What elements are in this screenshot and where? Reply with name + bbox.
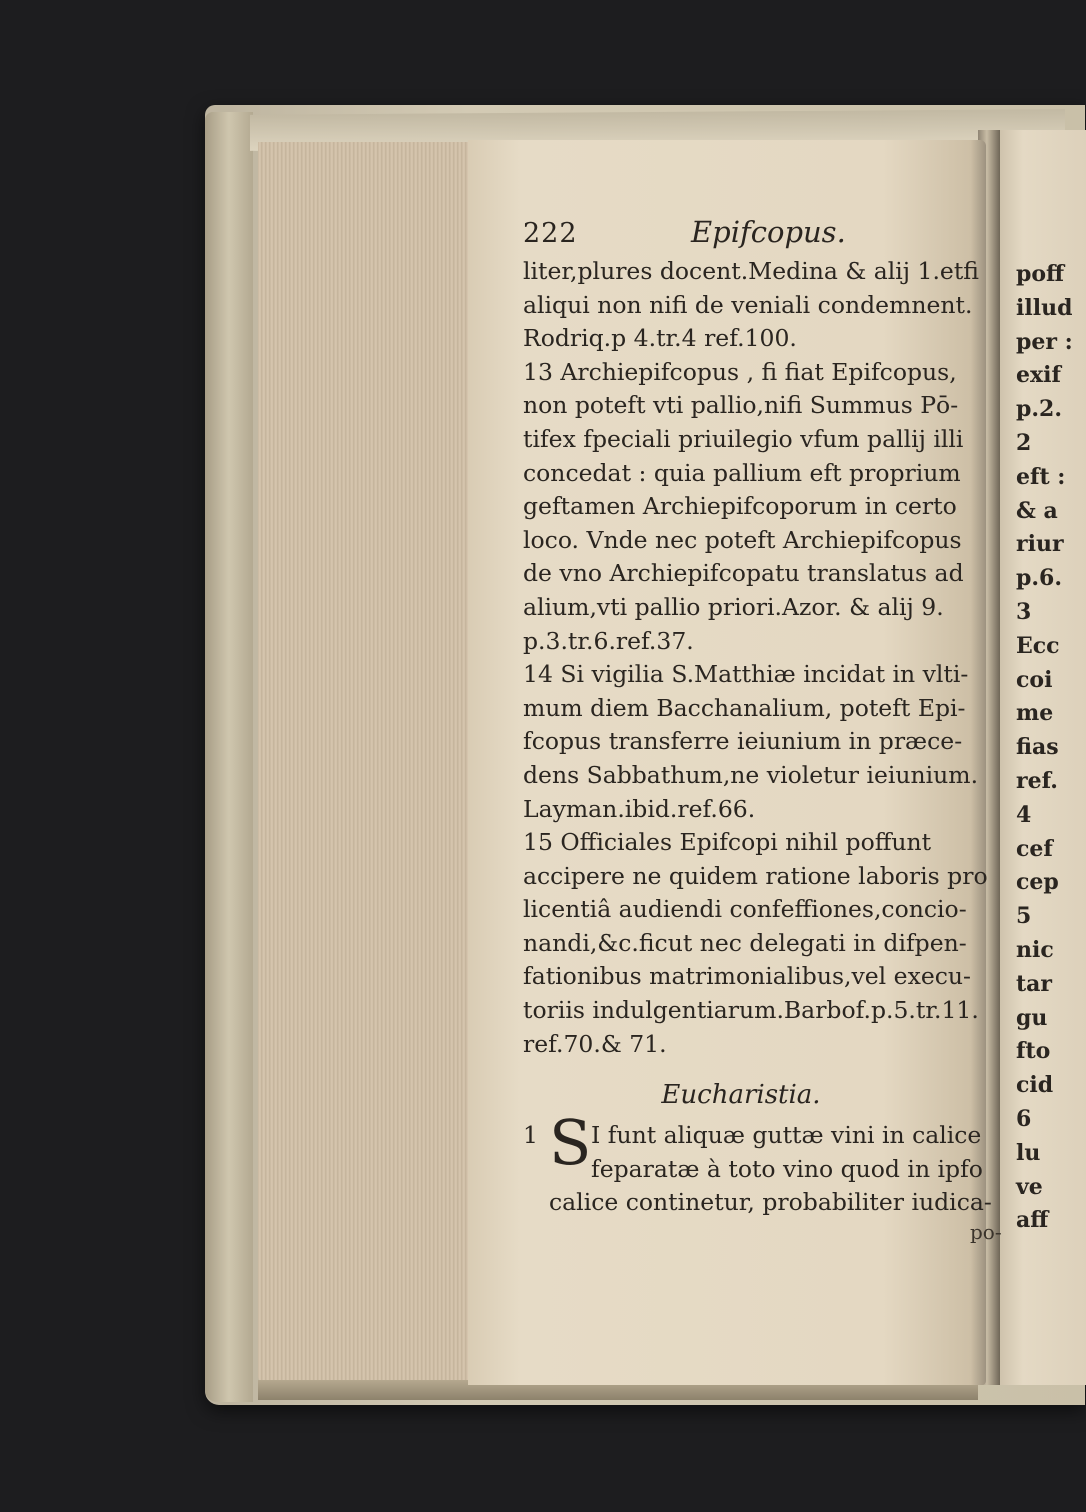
text-line: p.3.tr.6.ref.37. — [523, 626, 694, 655]
text-line: fationibus matrimonialibus,vel execu- — [523, 962, 971, 991]
facing-page-line: gu — [1016, 1004, 1048, 1031]
page-header — [523, 215, 989, 255]
facing-page-line: cid — [1016, 1072, 1054, 1099]
text-line: fcopus transferre ieiunium in præce- — [523, 727, 963, 756]
section-heading: Eucharistia. — [661, 1080, 821, 1111]
text-line: nandi,&c.ficut nec delegati in difpen- — [523, 928, 967, 957]
text-line: aliqui non nifi de veniali condemnent. — [523, 290, 973, 319]
text-line: I funt aliquæ guttæ vini in calice — [591, 1121, 982, 1150]
page-text — [523, 215, 992, 1255]
text-line: tifex fpeciali priuilegio vfum pallij illi — [523, 424, 964, 453]
facing-page-line: 3 — [1016, 598, 1032, 625]
facing-page-line: illud — [1016, 294, 1073, 321]
facing-page-line: 2 — [1016, 429, 1032, 456]
facing-page-line: Ecc — [1016, 632, 1060, 659]
text-line: feparatæ à toto vino quod in ipfo — [591, 1154, 983, 1183]
page-number: 222 — [523, 218, 578, 249]
facing-page-line: eft : — [1016, 463, 1066, 490]
text-line: 15 Officiales Epifcopi nihil poffunt — [523, 828, 932, 857]
facing-page-line: p.6. — [1016, 565, 1063, 592]
drop-cap-lines — [591, 1119, 989, 1186]
facing-page-line: 5 — [1016, 903, 1032, 930]
facing-page-line: cef — [1016, 835, 1053, 862]
page-edges-block — [258, 142, 473, 1382]
text-line: dens Sabbathum,ne violetur ieiunium. — [523, 760, 979, 789]
facing-page-line: me — [1016, 700, 1054, 727]
facing-page-text — [1016, 258, 1076, 1238]
text-line: Layman.ibid.ref.66. — [523, 794, 756, 823]
text-line: loco. Vnde nec poteft Archiepifcopus — [523, 525, 962, 554]
paragraph-number: 1 — [523, 1121, 538, 1150]
section-first-paragraph — [523, 1106, 989, 1186]
text-line: ref.70.& 71. — [523, 1029, 667, 1058]
book-spine — [205, 112, 253, 1402]
facing-page-line: nic — [1016, 936, 1054, 963]
text-line: toriis indulgentiarum.Barbof.p.5.tr.11. — [523, 996, 979, 1025]
text-line: non poteft vti pallio,nifi Summus Pō- — [523, 391, 959, 420]
text-line: geftamen Archiepifcoporum in certo — [523, 492, 957, 521]
text-line: concedat : quia pallium eft proprium — [523, 458, 961, 487]
text-line: alium,vti pallio priori.Azor. & alij 9. — [523, 592, 944, 621]
facing-page-line: lu — [1016, 1139, 1041, 1166]
drop-cap: S — [549, 1106, 592, 1180]
text-line: liter,plures docent.Medina & alij 1.etfi — [523, 257, 979, 285]
catchword: po- — [970, 1220, 1002, 1244]
text-line: Rodriq.p 4.tr.4 ref.100. — [523, 324, 797, 353]
facing-page-line: ref. — [1016, 767, 1058, 794]
text-line: calice continetur, probabiliter iudica- — [549, 1188, 992, 1217]
facing-page-line: exif — [1016, 362, 1061, 389]
text-line: accipere ne quidem ratione laboris pro — [523, 861, 988, 890]
facing-page-line: fias — [1016, 734, 1059, 761]
facing-page-line: & a — [1016, 497, 1058, 524]
facing-page-line: 4 — [1016, 801, 1032, 828]
text-line: licentiâ audiendi confeffiones,concio- — [523, 895, 967, 924]
facing-page-line: p.2. — [1016, 396, 1063, 423]
facing-page-line: cep — [1016, 869, 1059, 896]
facing-page-line: coi — [1016, 666, 1053, 693]
facing-page-line: fto — [1016, 1038, 1051, 1065]
text-line: mum diem Bacchanalium, poteft Epi- — [523, 693, 966, 722]
facing-page-line: riur — [1016, 531, 1064, 558]
facing-page-line: tar — [1016, 970, 1053, 997]
running-title: Epifcopus. — [691, 215, 846, 249]
text-line: 13 Archiepifcopus , fi fiat Epifcopus, — [523, 357, 957, 386]
text-lines — [523, 255, 989, 1061]
facing-page-line: aff — [1016, 1207, 1049, 1234]
text-line: de vno Archiepifcopatu translatus ad — [523, 559, 964, 588]
facing-page-line: poff — [1016, 261, 1065, 287]
text-line: 14 Si vigilia S.Matthiæ incidat in vlti- — [523, 660, 969, 689]
facing-page-line: 6 — [1016, 1105, 1032, 1132]
facing-page-line: ve — [1016, 1173, 1043, 1200]
facing-page-line: per : — [1016, 328, 1073, 355]
